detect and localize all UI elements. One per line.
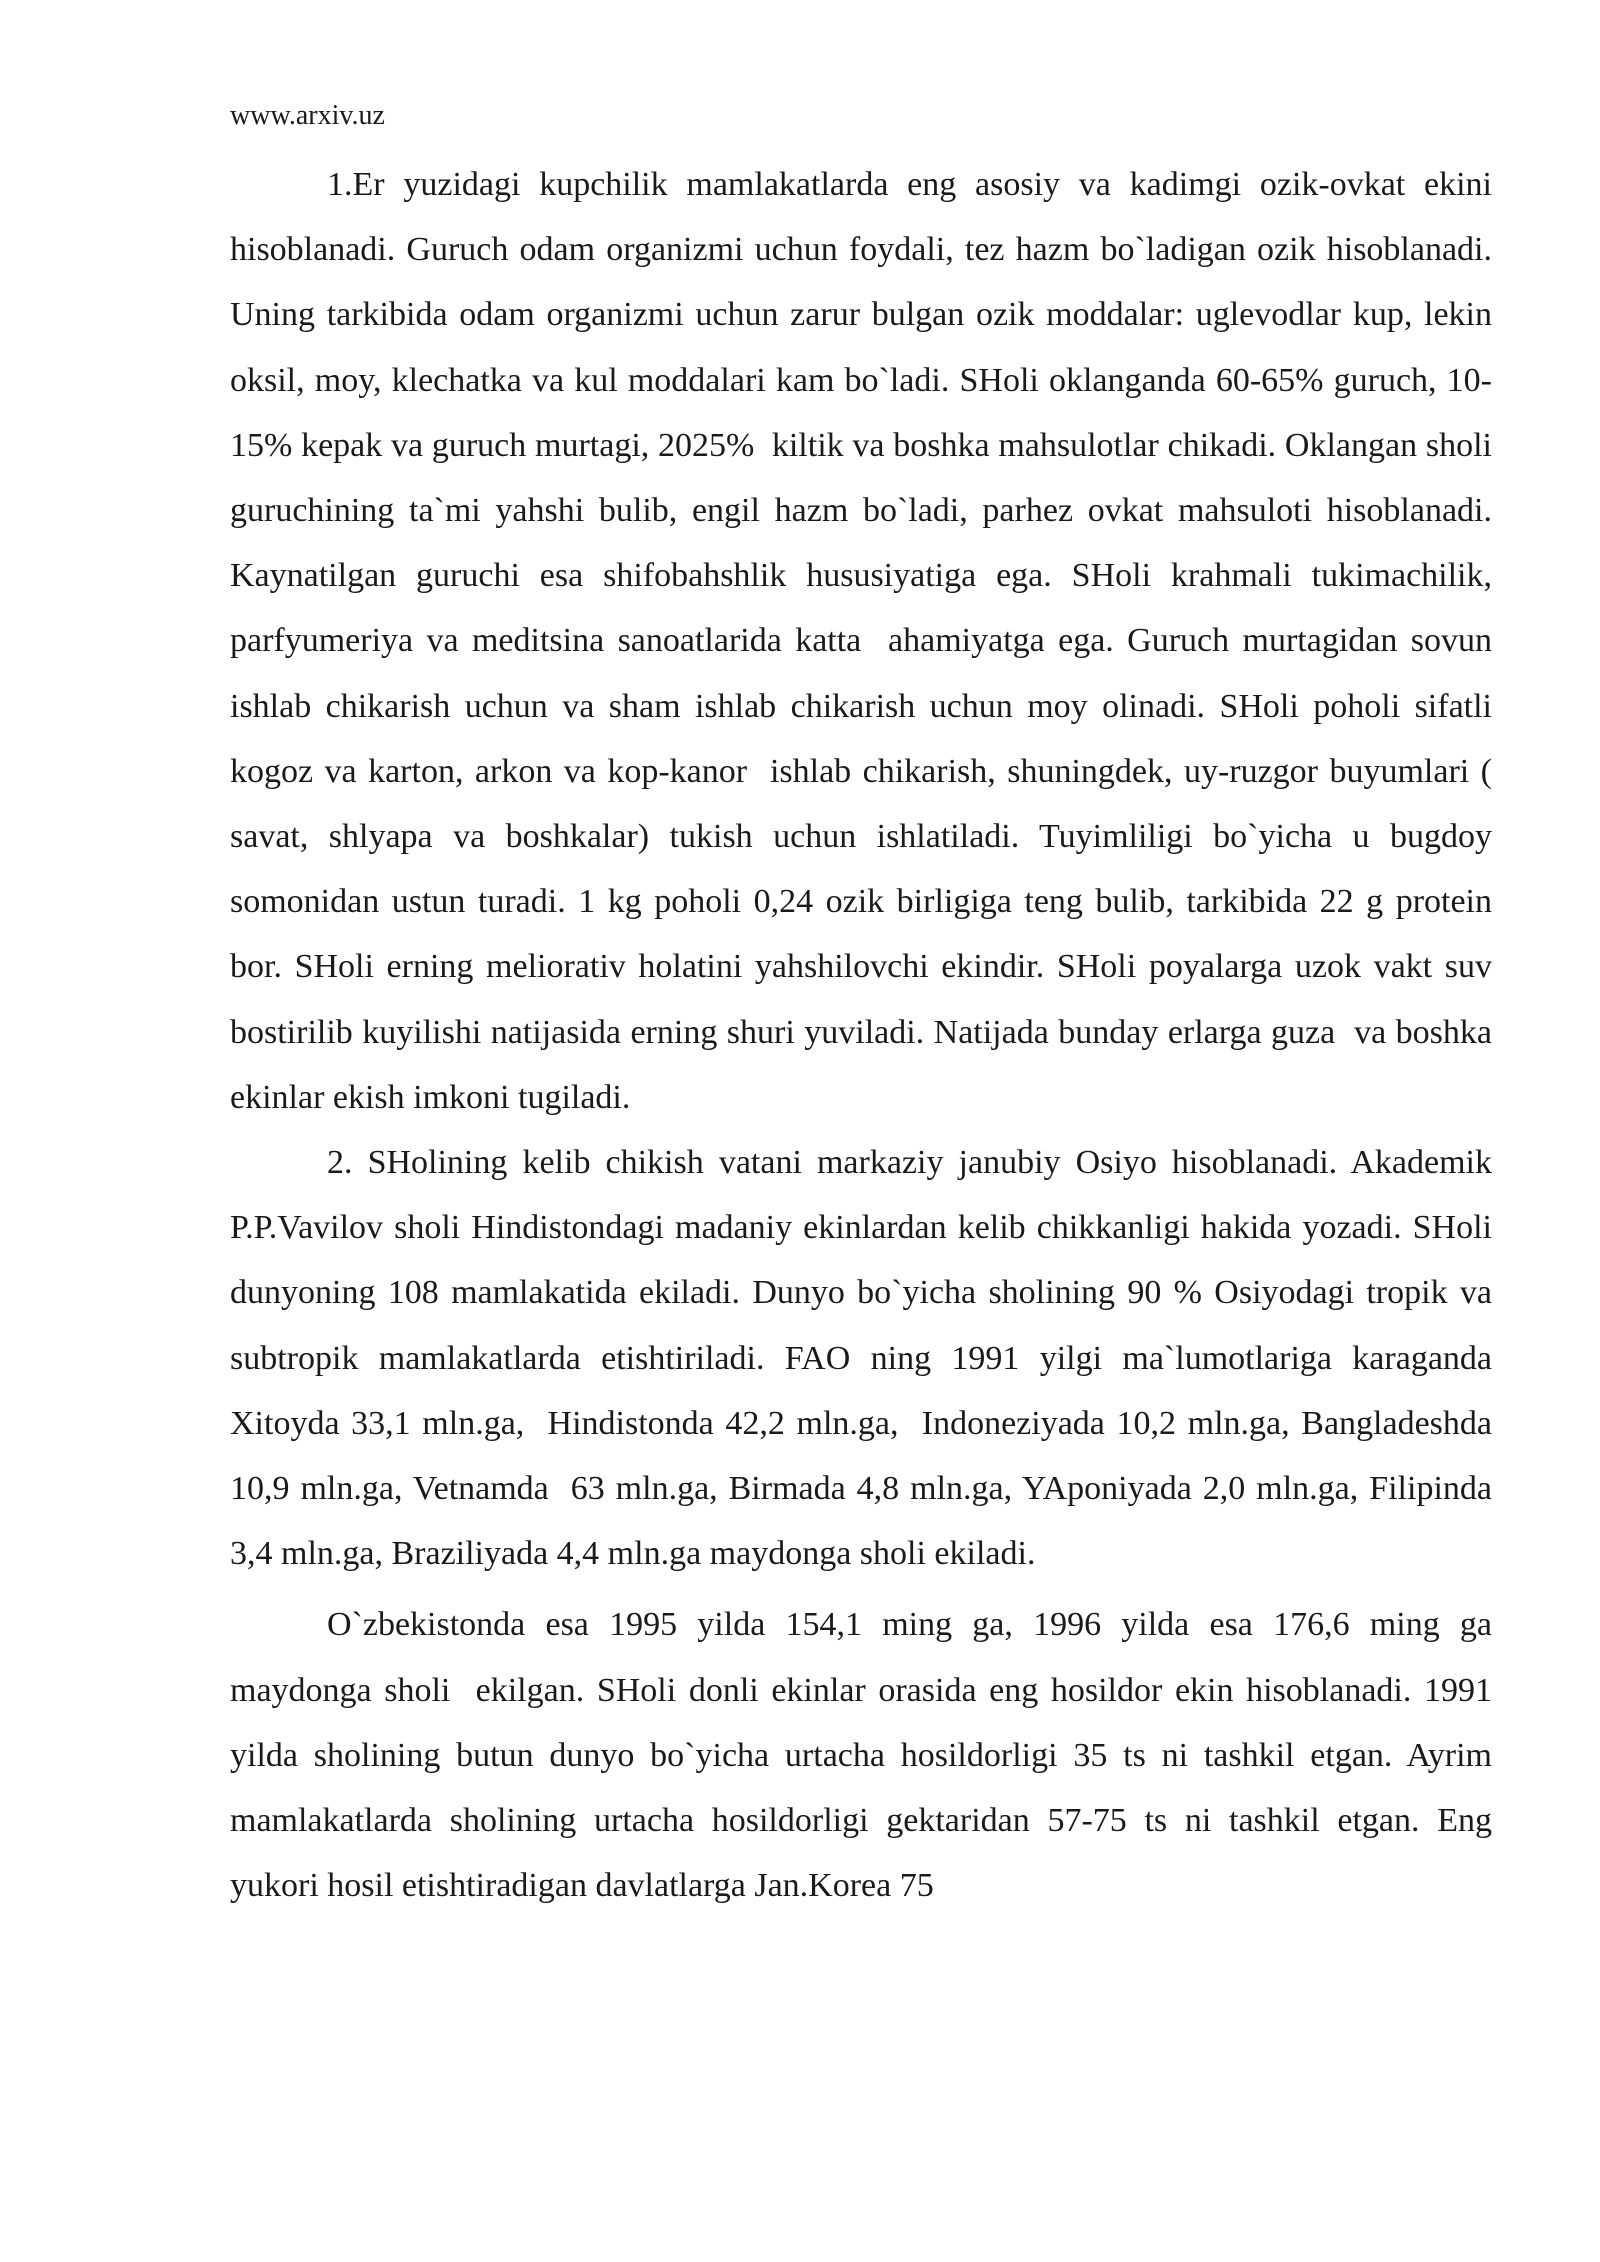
paragraph-3: O`zbekistonda esa 1995 yilda 154,1 ming ga, 1996 yilda esa 176,6 ming ga maydonga sholi ekilgan. SHoli donli ekinlar orasida eng hosildor ekin hisoblanadi. 1991 yilda sholining butun dunyo bo`yicha urtacha hosildorligi 35 ts ni tashkil etgan. Ayrim mamlakatlarda sholining urtacha hosildorligi gektaridan 57-75 ts ni tashkil etgan. Eng yukori hosil etishtiradigan davlatlarga Jan.Korea 75 <box>230 1606 1501 1905</box>
document-body <box>230 152 1509 1918</box>
site-header: www.arxiv.uz <box>230 100 385 131</box>
paragraph-2: 2. SHolining kelib chikish vatani markaziy janubiy Osiyo hisoblanadi. Akademik P.P.Vavilov sholi Hindistondagi madaniy ekinlardan kelib chikkanligi hakida yozadi. SHoli dunyoning 108 mamlakatida ekiladi. Dunyo bo`yicha sholining 90 % Osiyodagi tropik va subtropik mamlakatlarda etishtiriladi. FAO ning 1991 yilgi ma`lumotlariga karaganda Xitoyda 33,1 mln.ga, Hindistonda 42,2 mln.ga, Indoneziyada 10,2 mln.ga, Bangladeshda 10,9 mln.ga, Vetnamda 63 mln.ga, Birmada 4,8 mln.ga, YAponiyada 2,0 mln.ga, Filipinda 3,4 mln.ga, Braziliyada 4,4 mln.ga maydonga sholi ekiladi. <box>230 1144 1501 1573</box>
paragraph-1: 1.Er yuzidagi kupchilik mamlakatlarda eng asosiy va kadimgi ozik-ovkat ekini hisoblanadi. Guruch odam organizmi uchun foydali, tez hazm bo`ladigan ozik hisoblanadi. Uning tarkibida odam organizmi uchun zarur bulgan ozik moddalar: uglevodlar kup, lekin oksil, moy, klechatka va kul moddalari kam bo`ladi. SHoli oklanganda 60-65% guruch, 10-15% kepak va guruch murtagi, 2025% kiltik va boshka mahsulotlar chikadi. Oklangan sholi guruchining ta`mi yahshi bulib, engil hazm bo`ladi, parhez ovkat mahsuloti hisoblanadi. Kaynatilgan guruchi esa shifobahshlik hususiyatiga ega. SHoli krahmali tukimachilik, parfyumeriya va meditsina sanoatlarida katta ahamiyatga ega. Guruch murtagidan sovun ishlab chikarish uchun va sham ishlab chikarish uchun moy olinadi. SHoli poholi sifatli kogoz va karton, arkon va kop-kanor ishlab chikarish, shuningdek, uy-ruzgor buyumlari ( savat, shlyapa va boshkalar) tukish uchun ishlatiladi. Tuyimliligi bo`yicha u bugdoy somonidan ustun turadi. 1 kg poholi 0,24 ozik birligiga teng bulib, tarkibida 22 g protein bor. SHoli erning meliorativ holatini yahshilovchi ekindir. SHoli poyalarga uzok vakt suv bostirilib kuyilishi natijasida erning shuri yuviladi. Natijada bunday erlarga guza va boshka ekinlar ekish imkoni tugiladi. <box>230 166 1509 1116</box>
